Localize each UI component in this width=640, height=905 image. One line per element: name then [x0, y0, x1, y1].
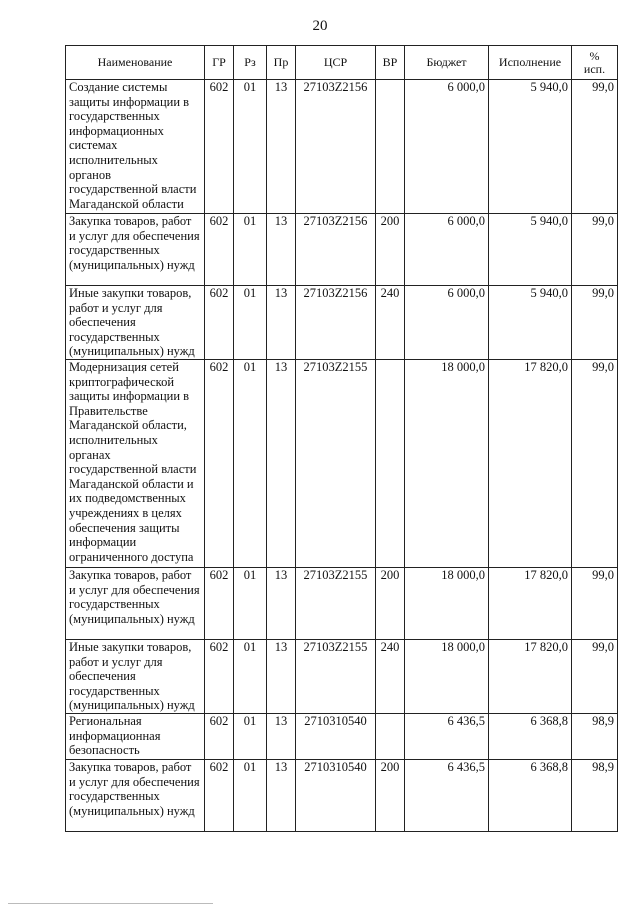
row-csr: 27103Z2155 [296, 639, 376, 713]
row-vr [376, 713, 405, 759]
row-budget: 6 000,0 [405, 80, 489, 214]
row-exec: 6 368,8 [489, 713, 572, 759]
row-pct: 99,0 [572, 214, 618, 286]
row-vr: 200 [376, 567, 405, 639]
row-budget: 6 436,5 [405, 713, 489, 759]
row-vr [376, 80, 405, 214]
row-rz: 01 [234, 359, 267, 567]
table-row [66, 286, 618, 360]
header-rz: Рз [234, 46, 267, 80]
row-budget: 6 000,0 [405, 286, 489, 360]
row-gr: 602 [205, 359, 234, 567]
row-csr: 27103Z2155 [296, 359, 376, 567]
header-csr: ЦСР [296, 46, 376, 80]
row-csr: 27103Z2155 [296, 567, 376, 639]
budget-table [65, 45, 618, 832]
table-row [66, 359, 618, 567]
row-budget: 6 000,0 [405, 214, 489, 286]
row-exec: 5 940,0 [489, 214, 572, 286]
row-csr: 2710310540 [296, 713, 376, 759]
row-rz: 01 [234, 286, 267, 360]
header-name: Наименование [66, 46, 205, 80]
row-vr [376, 359, 405, 567]
page-number: 20 [312, 18, 328, 34]
row-pct: 99,0 [572, 639, 618, 713]
table-row [66, 759, 618, 831]
row-pct: 99,0 [572, 359, 618, 567]
row-csr: 27103Z2156 [296, 80, 376, 214]
header-pct-line1: % [589, 48, 600, 63]
row-budget: 18 000,0 [405, 567, 489, 639]
row-rz: 01 [234, 80, 267, 214]
header-exec: Исполнение [489, 46, 572, 80]
header-vr: ВР [376, 46, 405, 80]
row-exec: 5 940,0 [489, 286, 572, 360]
footer-rule [8, 903, 213, 904]
row-pr: 13 [267, 567, 296, 639]
header-gr: ГР [205, 46, 234, 80]
row-gr: 602 [205, 713, 234, 759]
row-gr: 602 [205, 80, 234, 214]
row-exec: 6 368,8 [489, 759, 572, 831]
row-budget: 6 436,5 [405, 759, 489, 831]
row-vr: 200 [376, 214, 405, 286]
header-row [66, 46, 618, 80]
row-budget: 18 000,0 [405, 359, 489, 567]
row-rz: 01 [234, 713, 267, 759]
row-pr: 13 [267, 214, 296, 286]
table-row [66, 713, 618, 759]
table-row [66, 567, 618, 639]
row-csr: 27103Z2156 [296, 214, 376, 286]
row-exec: 17 820,0 [489, 567, 572, 639]
row-name: Региональная информационная безопасность [66, 713, 205, 759]
header-pct-line2: исп. [583, 61, 606, 76]
table-row [66, 80, 618, 214]
row-rz: 01 [234, 759, 267, 831]
row-exec: 5 940,0 [489, 80, 572, 214]
row-exec: 17 820,0 [489, 359, 572, 567]
row-pr: 13 [267, 286, 296, 360]
row-pct: 99,0 [572, 286, 618, 360]
row-pct: 98,9 [572, 759, 618, 831]
row-gr: 602 [205, 214, 234, 286]
row-pr: 13 [267, 759, 296, 831]
row-rz: 01 [234, 567, 267, 639]
row-pr: 13 [267, 713, 296, 759]
table-row [66, 214, 618, 286]
row-csr: 2710310540 [296, 759, 376, 831]
row-pct: 99,0 [572, 567, 618, 639]
row-pr: 13 [267, 80, 296, 214]
row-vr: 240 [376, 639, 405, 713]
header-budget: Бюджет [405, 46, 489, 80]
row-exec: 17 820,0 [489, 639, 572, 713]
header-pct [572, 46, 618, 80]
row-vr: 200 [376, 759, 405, 831]
row-name: Иные закупки товаров, работ и услуг для обеспечения государственных (муниципальных) нужд [66, 286, 205, 360]
row-rz: 01 [234, 639, 267, 713]
row-name: Иные закупки товаров, работ и услуг для обеспечения государственных (муниципальных) нужд [66, 639, 205, 713]
row-gr: 602 [205, 639, 234, 713]
row-name: Создание системы защиты информации в государственных информационных системах исполнительных органов государственной власти Магаданской области [66, 80, 205, 214]
row-pr: 13 [267, 359, 296, 567]
row-gr: 602 [205, 759, 234, 831]
row-gr: 602 [205, 567, 234, 639]
row-name: Закупка товаров, работ и услуг для обеспечения государственных (муниципальных) нужд [66, 567, 205, 639]
row-vr: 240 [376, 286, 405, 360]
row-budget: 18 000,0 [405, 639, 489, 713]
row-name: Модернизация сетей криптографической защиты информации в Правительстве Магаданской области, исполнительных органах государственной власти Магаданской области и их подведомственных учреждениях в целях обеспечения защиты информации ограниченного доступа [66, 359, 205, 567]
header-pr: Пр [267, 46, 296, 80]
table-row [66, 639, 618, 713]
row-csr: 27103Z2156 [296, 286, 376, 360]
row-gr: 602 [205, 286, 234, 360]
row-name: Закупка товаров, работ и услуг для обеспечения государственных (муниципальных) нужд [66, 759, 205, 831]
row-name: Закупка товаров, работ и услуг для обеспечения государственных (муниципальных) нужд [66, 214, 205, 286]
row-pct: 99,0 [572, 80, 618, 214]
row-pct: 98,9 [572, 713, 618, 759]
row-rz: 01 [234, 214, 267, 286]
row-pr: 13 [267, 639, 296, 713]
